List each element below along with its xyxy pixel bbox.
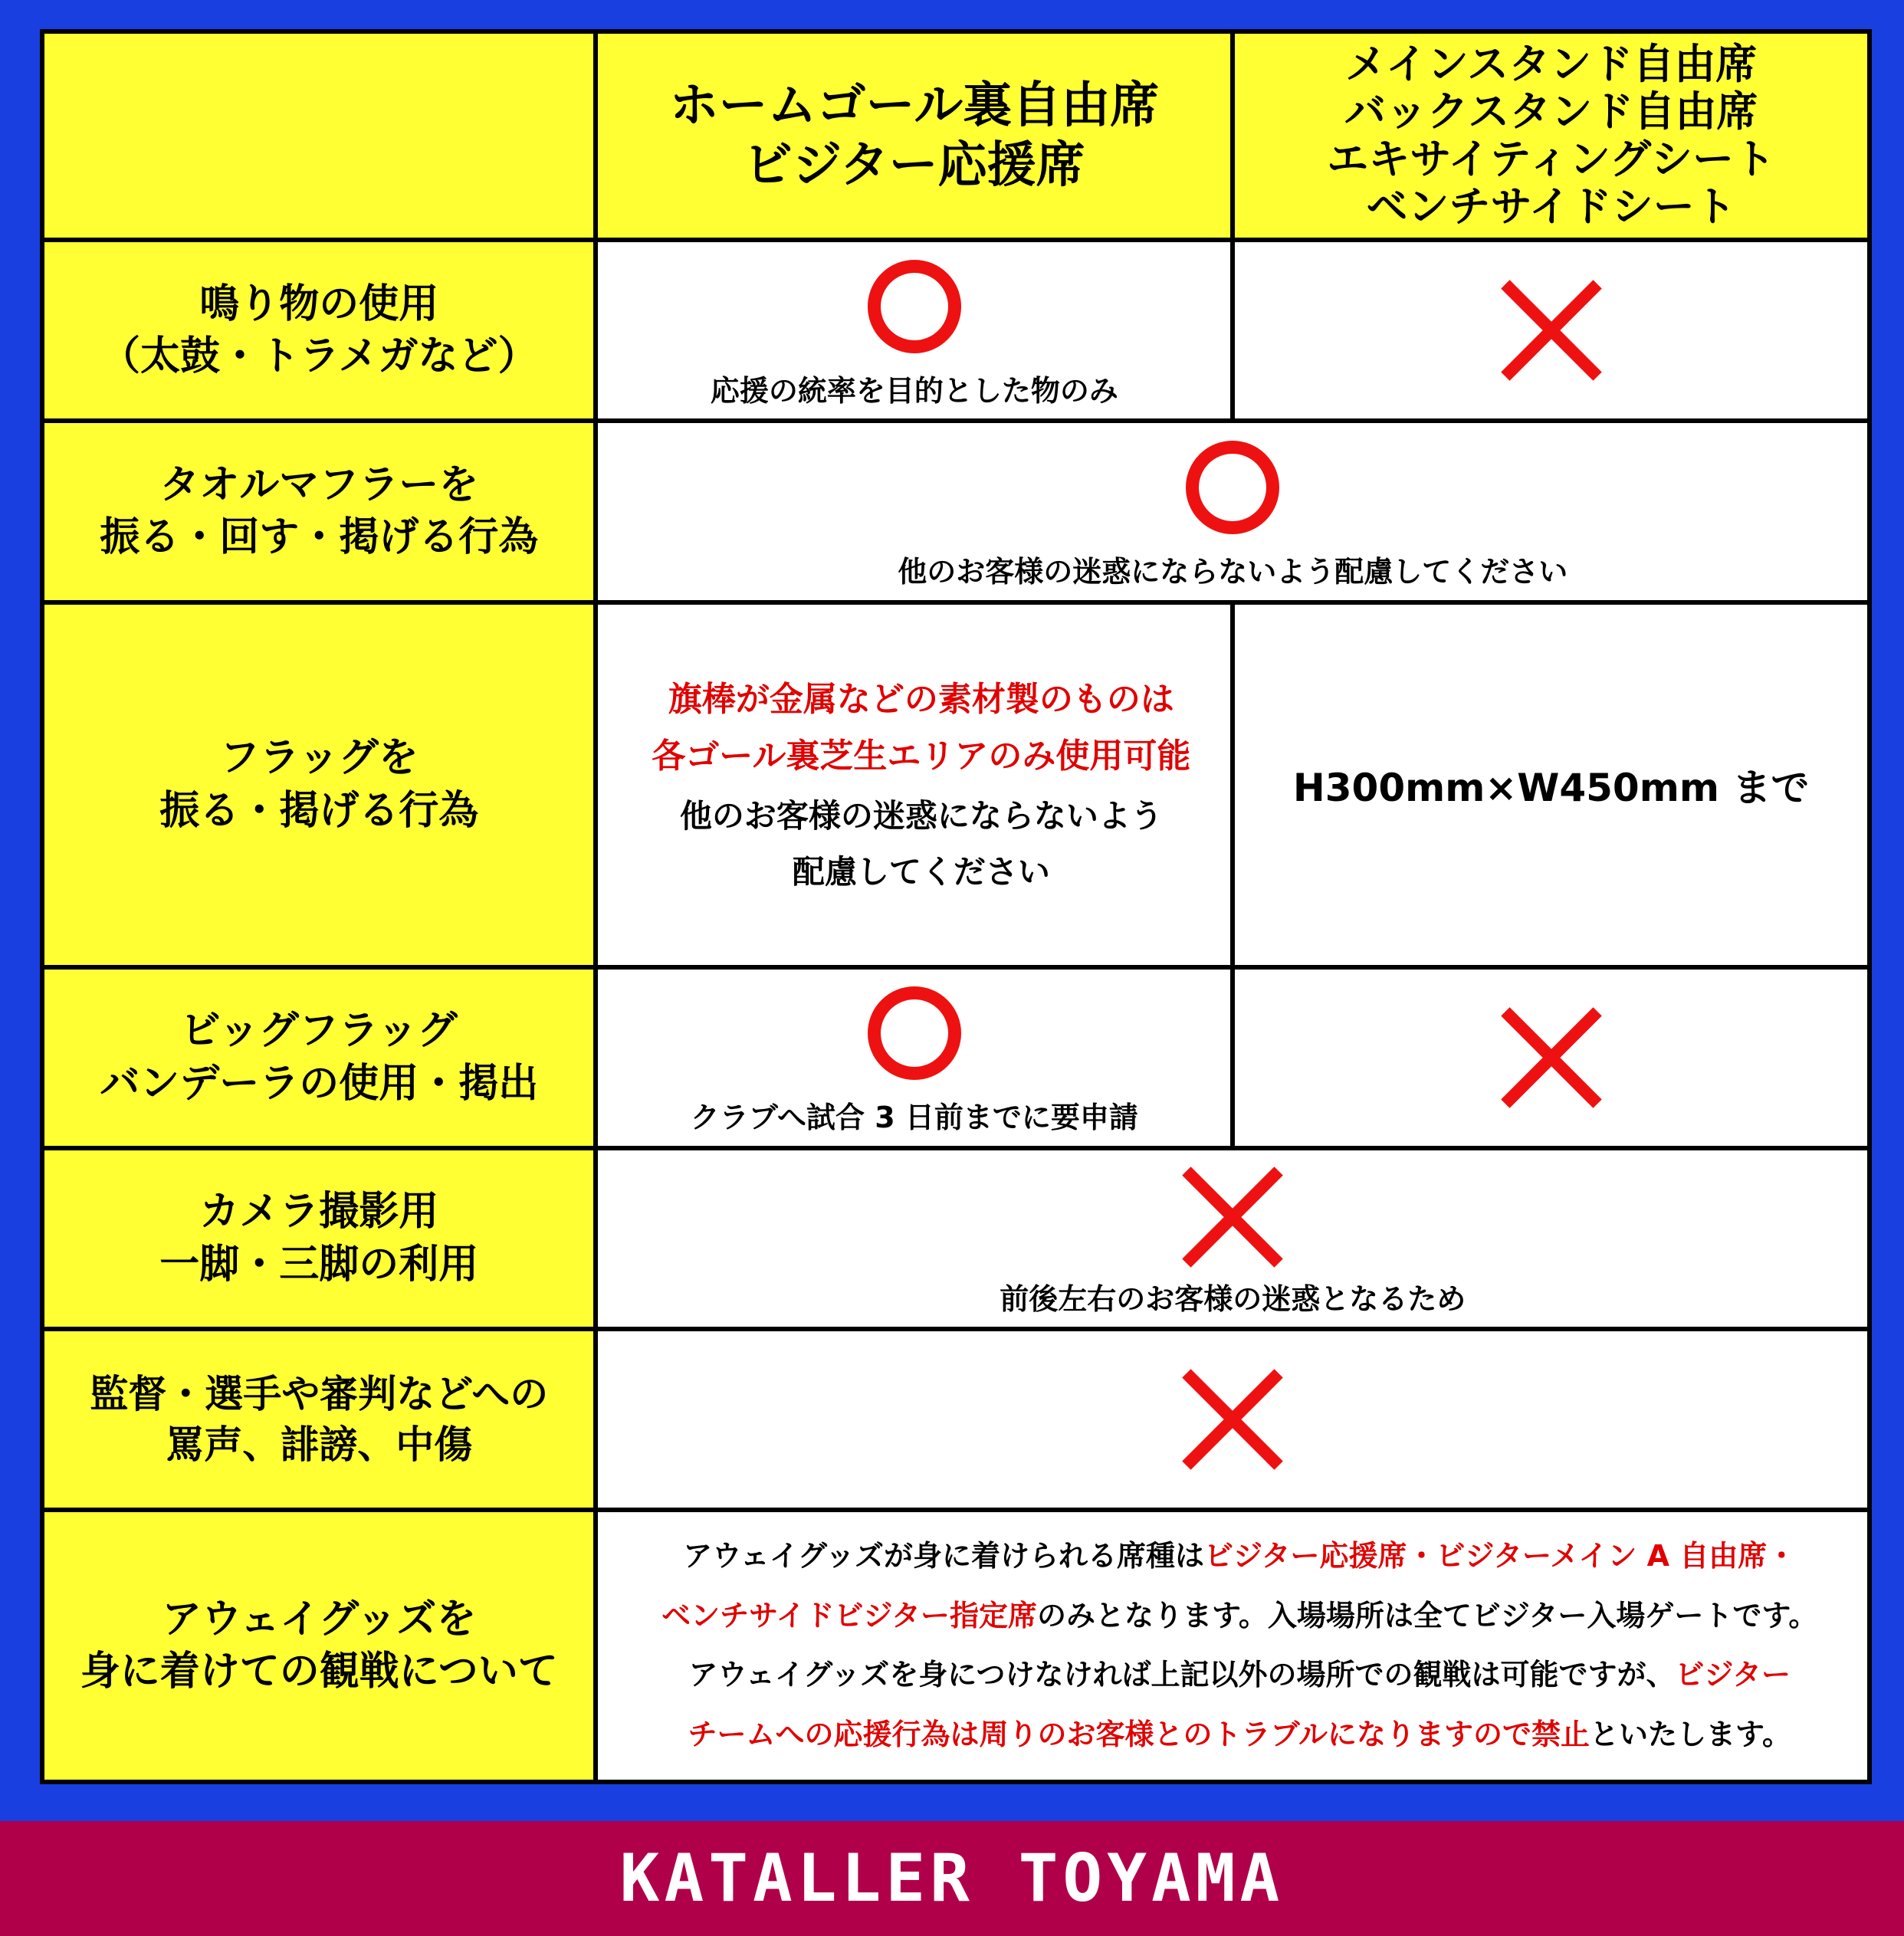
row-towel <box>42 421 1870 602</box>
away-text-part: といたします。 <box>1590 1718 1791 1752</box>
allowed-circle-icon <box>1186 441 1279 534</box>
header-col2-line: ベンチサイドシート <box>1366 182 1736 231</box>
row-abuse <box>42 1329 1870 1510</box>
flag-red-line: 旗棒が金属などの素材製のものは <box>668 679 1174 719</box>
row-label: アウェイグッズを 身に着けての観戦について <box>42 1510 596 1782</box>
row-cell-span <box>596 421 1870 602</box>
away-text-red-part: チームへの応援行為は周りのお客様とのトラブルになりますので禁止 <box>688 1718 1590 1752</box>
row-cell-col1 <box>596 240 1233 421</box>
cell-note: 前後左右のお客様の迷惑となるため <box>1000 1282 1466 1317</box>
prohibited-cross-icon <box>1183 1167 1282 1266</box>
cell-note: 応援の統率を目的とした物のみ <box>710 373 1118 408</box>
away-text-part: アウェイグッズを身につけなければ上記以外の場所での観戦は可能ですが、 <box>688 1658 1676 1692</box>
header-col1-line: ビジター応援席 <box>744 137 1085 195</box>
brand-name: KATALLER TOYAMA <box>619 1840 1285 1917</box>
row-flag <box>42 602 1870 967</box>
row-label: フラッグを 振る・掲げる行為 <box>42 602 596 967</box>
header-col2-line: エキサイティングシート <box>1327 135 1776 184</box>
allowed-circle-icon <box>868 260 961 353</box>
flag-size-limit: H300mm×W450mm まで <box>1292 765 1810 810</box>
cell-note: クラブへ試合 3 日前までに要申請 <box>690 1101 1138 1135</box>
cell-note: 他のお客様の迷惑にならないよう配慮してください <box>898 554 1568 589</box>
row-cell-span <box>596 1329 1870 1510</box>
away-text-red-part: ビジター <box>1675 1658 1791 1692</box>
row-label: タオルマフラーを 振る・回す・掲げる行為 <box>42 421 596 602</box>
header-col2-line: バックスタンド自由席 <box>1344 87 1758 136</box>
away-goods-text <box>596 1510 1870 1782</box>
footer-banner <box>0 1821 1904 1936</box>
flag-black-line: 配慮してください <box>792 853 1050 891</box>
row-cell-col2 <box>1233 240 1870 421</box>
row-away-goods <box>42 1510 1870 1782</box>
row-cell-col1 <box>596 602 1233 967</box>
away-text-part: のみとなります。入場場所は全てビジター入場ゲートです。 <box>1036 1598 1818 1632</box>
row-label: カメラ撮影用 一脚・三脚の利用 <box>42 1148 596 1329</box>
row-cell-col2 <box>1233 602 1870 967</box>
flag-red-line: 各ゴール裏芝生エリアのみ使用可能 <box>652 737 1191 776</box>
away-text-red-part: ベンチサイドビジター指定席 <box>661 1598 1037 1632</box>
row-label: 監督・選手や審判などへの 罵声、誹謗、中傷 <box>42 1329 596 1510</box>
header-row <box>42 31 1870 240</box>
header-col2-line: メインスタンド自由席 <box>1344 40 1758 88</box>
away-text-part: アウェイグッズが身に着けられる席種は <box>683 1538 1205 1573</box>
header-corner-cell <box>42 31 596 240</box>
row-noisemakers <box>42 240 1870 421</box>
header-col1 <box>596 31 1233 240</box>
row-camera <box>42 1148 1870 1329</box>
row-cell-col1 <box>596 967 1233 1148</box>
header-col1-line: ホームゴール裏自由席 <box>669 77 1160 135</box>
prohibited-cross-icon <box>1183 1369 1282 1468</box>
row-cell-span <box>596 1148 1870 1329</box>
allowed-circle-icon <box>868 986 961 1080</box>
row-label: 鳴り物の使用 （太鼓・トラメガなど） <box>42 240 596 421</box>
row-cell-col2 <box>1233 967 1870 1148</box>
flag-black-line: 他のお客様の迷惑にならないよう <box>679 797 1163 835</box>
row-bigflag <box>42 967 1870 1148</box>
header-col2 <box>1233 31 1870 240</box>
row-label: ビッグフラッグ バンデーラの使用・掲出 <box>42 967 596 1148</box>
away-text-red-part: ビジター応援席・ビジターメイン A 自由席・ <box>1204 1538 1797 1573</box>
rules-table <box>40 29 1872 1784</box>
prohibited-cross-icon <box>1502 1007 1601 1107</box>
prohibited-cross-icon <box>1502 280 1601 379</box>
